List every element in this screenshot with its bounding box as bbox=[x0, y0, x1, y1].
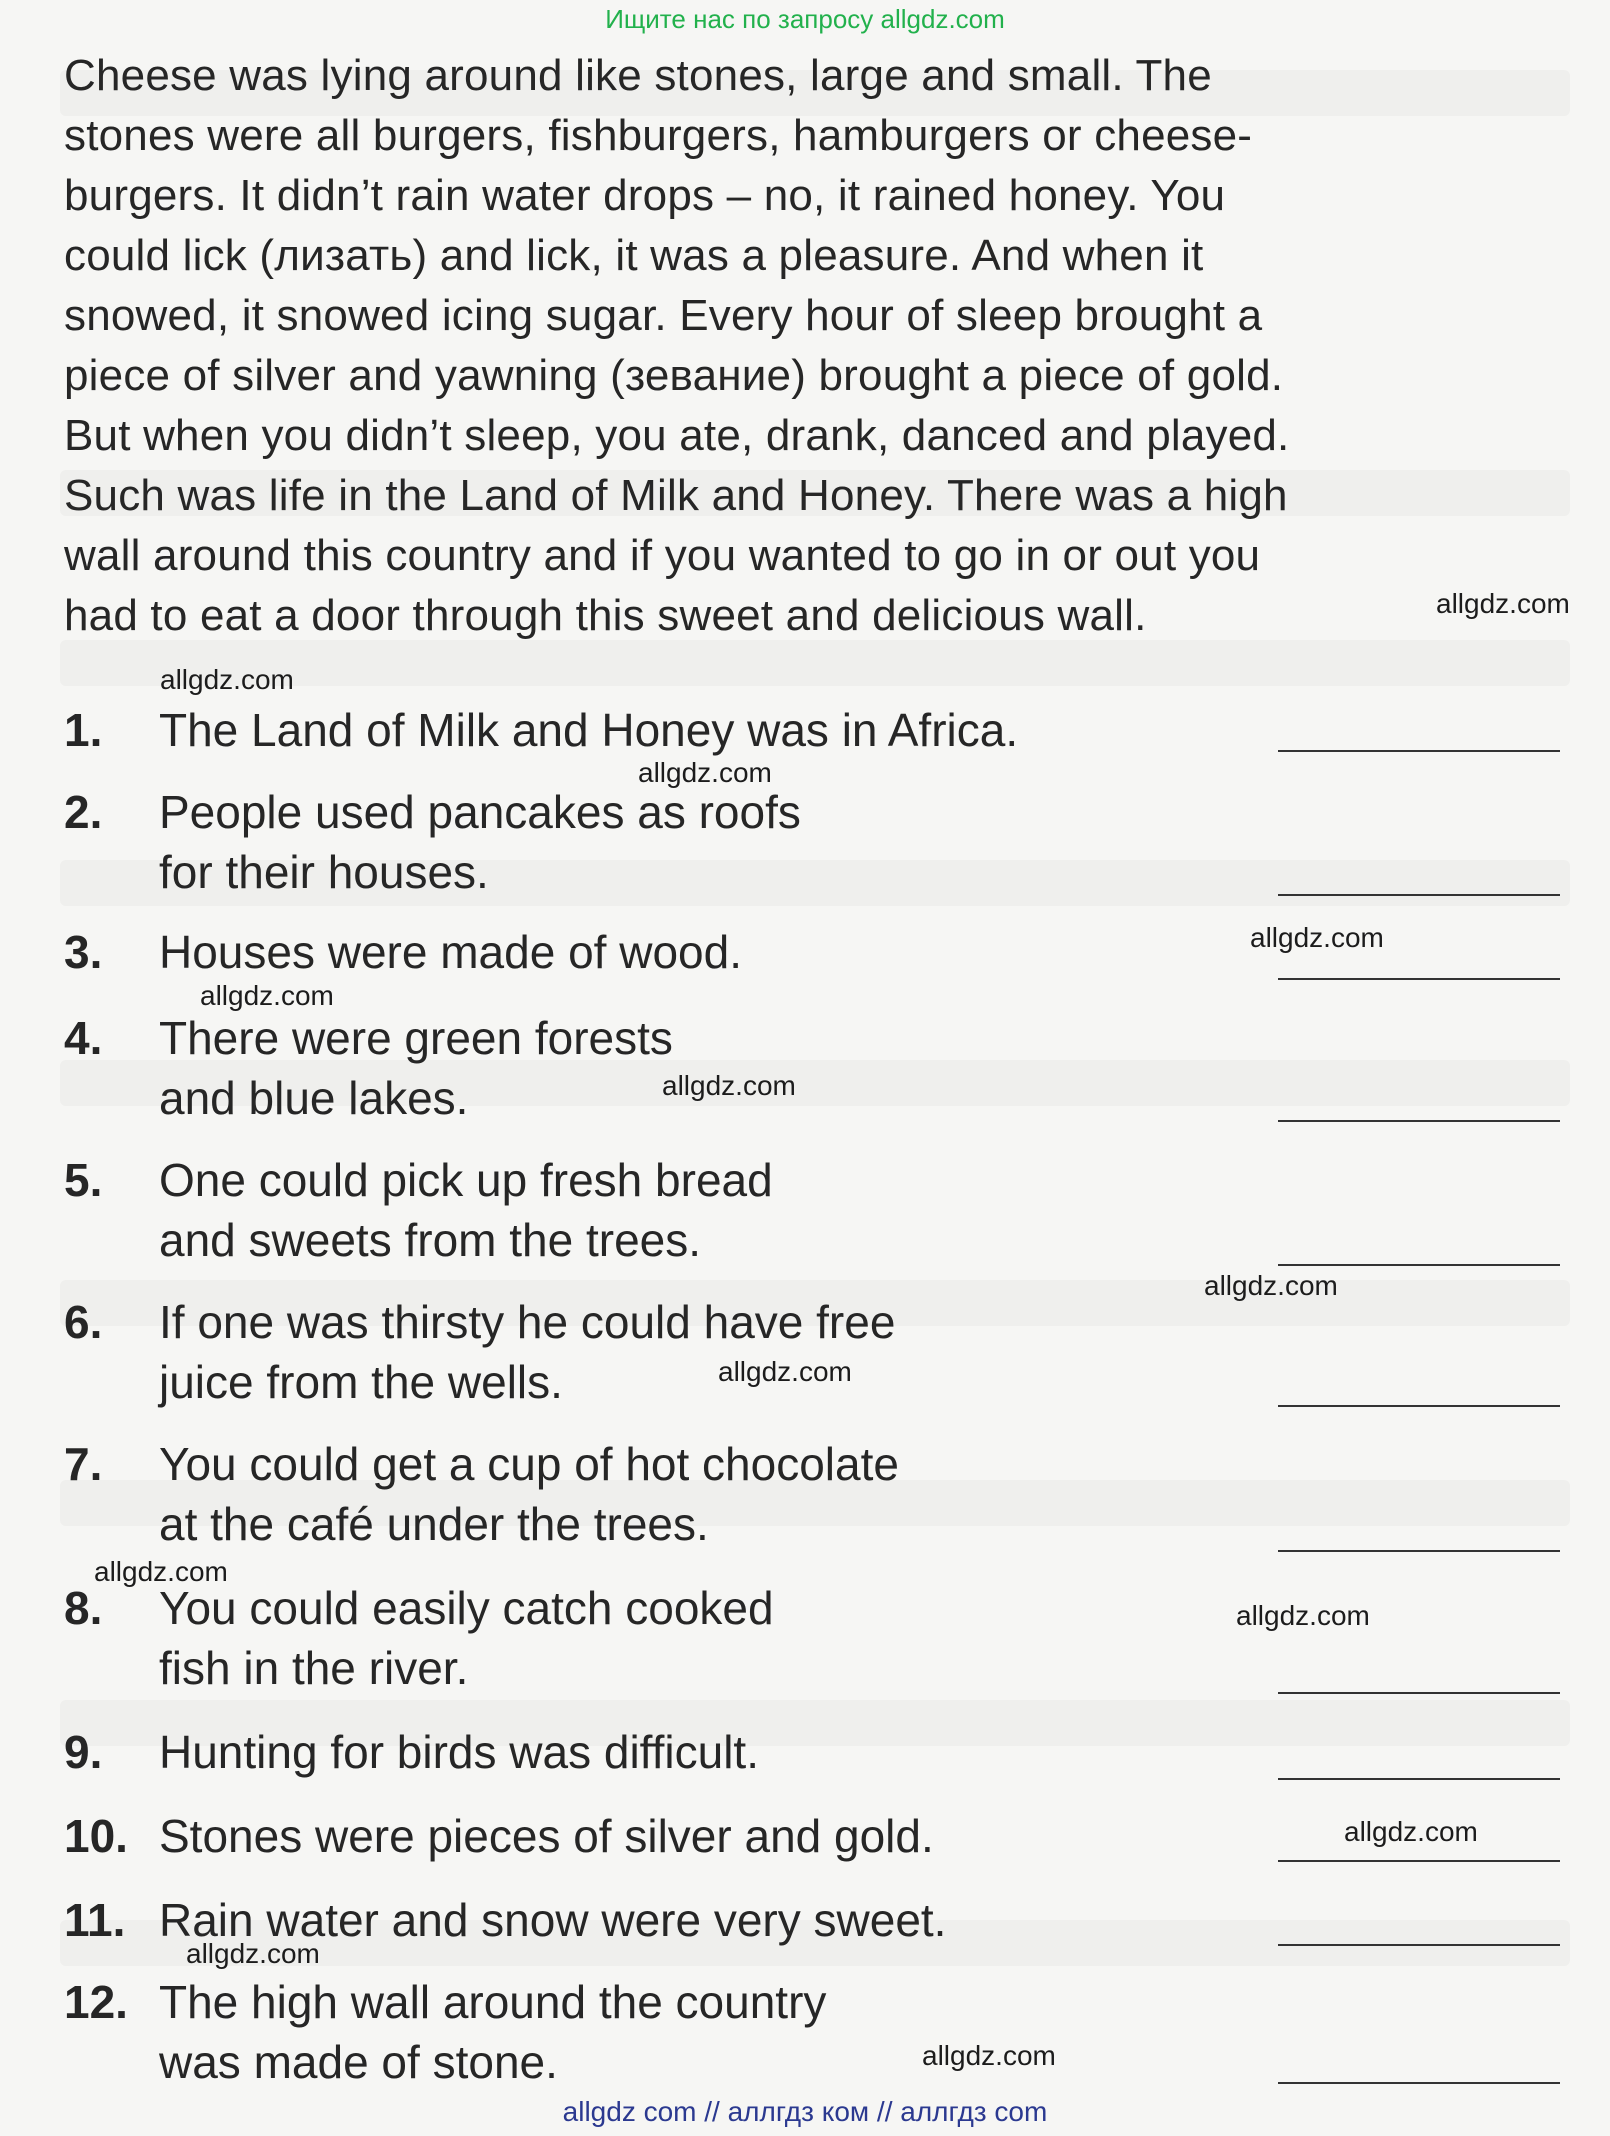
statement-text: The Land of Milk and Honey was in Africa. bbox=[159, 704, 1019, 756]
footer-links[interactable]: allgdz com // аллгдз ком // аллгдз com bbox=[562, 2096, 1048, 2127]
watermark: allgdz.com bbox=[922, 2040, 1056, 2071]
statement-text: Hunting for birds was difficult. bbox=[159, 1726, 759, 1778]
watermark: allgdz.com bbox=[1344, 1816, 1478, 1847]
statement-text: The high wall around the country bbox=[159, 1976, 827, 2028]
statement-number: 8. bbox=[64, 1582, 103, 1634]
statement-text: You could get a cup of hot chocolate bbox=[159, 1438, 899, 1490]
statement-number: 2. bbox=[64, 786, 103, 838]
answer-line-1[interactable] bbox=[1278, 750, 1560, 752]
passage-line: Cheese was lying around like stones, large and small. The bbox=[64, 51, 1212, 100]
watermark: allgdz.com bbox=[1436, 588, 1570, 619]
answer-line-11[interactable] bbox=[1278, 1944, 1560, 1946]
answer-line-9[interactable] bbox=[1278, 1778, 1560, 1780]
watermark: allgdz.com bbox=[718, 1356, 852, 1387]
passage-line: stones were all burgers, fishburgers, hamburgers or cheese- bbox=[64, 111, 1253, 160]
answer-line-6[interactable] bbox=[1278, 1405, 1560, 1407]
statement-number: 6. bbox=[64, 1296, 103, 1348]
statement-text: People used pancakes as roofs bbox=[159, 786, 801, 838]
statement-text: Rain water and snow were very sweet. bbox=[159, 1894, 947, 1946]
answer-line-8[interactable] bbox=[1278, 1692, 1560, 1694]
watermark: allgdz.com bbox=[200, 980, 334, 1011]
statement-text: for their houses. bbox=[159, 846, 489, 898]
site-banner[interactable]: Ищите нас по запросу allgdz.com bbox=[605, 4, 1005, 34]
statement-number: 12. bbox=[64, 1976, 128, 2028]
passage-line: Such was life in the Land of Milk and Honey. There was a high bbox=[64, 471, 1288, 520]
watermark: allgdz.com bbox=[662, 1070, 796, 1101]
answer-line-4[interactable] bbox=[1278, 1120, 1560, 1122]
statement-text: You could easily catch cooked bbox=[159, 1582, 774, 1634]
statement-number: 11. bbox=[64, 1894, 126, 1946]
answer-line-3[interactable] bbox=[1278, 978, 1560, 980]
statement-text: There were green forests bbox=[159, 1012, 673, 1064]
passage-line: had to eat a door through this sweet and delicious wall. bbox=[64, 591, 1147, 640]
passage-line: wall around this country and if you wanted to go in or out you bbox=[64, 531, 1261, 580]
statement-text: juice from the wells. bbox=[159, 1356, 563, 1408]
reading-passage bbox=[64, 46, 1564, 646]
statement-text: fish in the river. bbox=[159, 1642, 469, 1694]
statement-number: 9. bbox=[64, 1726, 103, 1778]
watermark: allgdz.com bbox=[1250, 922, 1384, 953]
answer-line-2[interactable] bbox=[1278, 894, 1560, 896]
statement-number: 5. bbox=[64, 1154, 103, 1206]
statement-text: and sweets from the trees. bbox=[159, 1214, 702, 1266]
watermark: allgdz.com bbox=[638, 757, 772, 788]
statement-text: at the café under the trees. bbox=[159, 1498, 709, 1550]
statement-number: 7. bbox=[64, 1438, 103, 1490]
statement-text: One could pick up fresh bread bbox=[159, 1154, 773, 1206]
answer-line-5[interactable] bbox=[1278, 1264, 1560, 1266]
watermark: allgdz.com bbox=[160, 664, 294, 695]
answer-line-12[interactable] bbox=[1278, 2082, 1560, 2084]
statement-text: was made of stone. bbox=[159, 2036, 558, 2088]
watermark: allgdz.com bbox=[186, 1938, 320, 1969]
statement-text: If one was thirsty he could have free bbox=[159, 1296, 896, 1348]
answer-line-7[interactable] bbox=[1278, 1550, 1560, 1552]
watermark: allgdz.com bbox=[1204, 1270, 1338, 1301]
watermark: allgdz.com bbox=[94, 1556, 228, 1587]
watermark: allgdz.com bbox=[1236, 1600, 1370, 1631]
answer-line-10[interactable] bbox=[1278, 1860, 1560, 1862]
statement-number: 4. bbox=[64, 1012, 103, 1064]
passage-line: could lick (лизать) and lick, it was a pleasure. And when it bbox=[64, 231, 1204, 280]
statement-number: 10. bbox=[64, 1810, 128, 1862]
passage-line: piece of silver and yawning (зевание) brought a piece of gold. bbox=[64, 351, 1284, 400]
statement-text: and blue lakes. bbox=[159, 1072, 469, 1124]
passage-line: burgers. It didn’t rain water drops – no, it rained honey. You bbox=[64, 171, 1226, 220]
passage-line: snowed, it snowed icing sugar. Every hour of sleep brought a bbox=[64, 291, 1263, 340]
statement-text: Houses were made of wood. bbox=[159, 926, 742, 978]
statement-number: 1. bbox=[64, 704, 103, 756]
statement-text: Stones were pieces of silver and gold. bbox=[159, 1810, 934, 1862]
statement-number: 3. bbox=[64, 926, 103, 978]
passage-line: But when you didn’t sleep, you ate, drank, danced and played. bbox=[64, 411, 1290, 460]
